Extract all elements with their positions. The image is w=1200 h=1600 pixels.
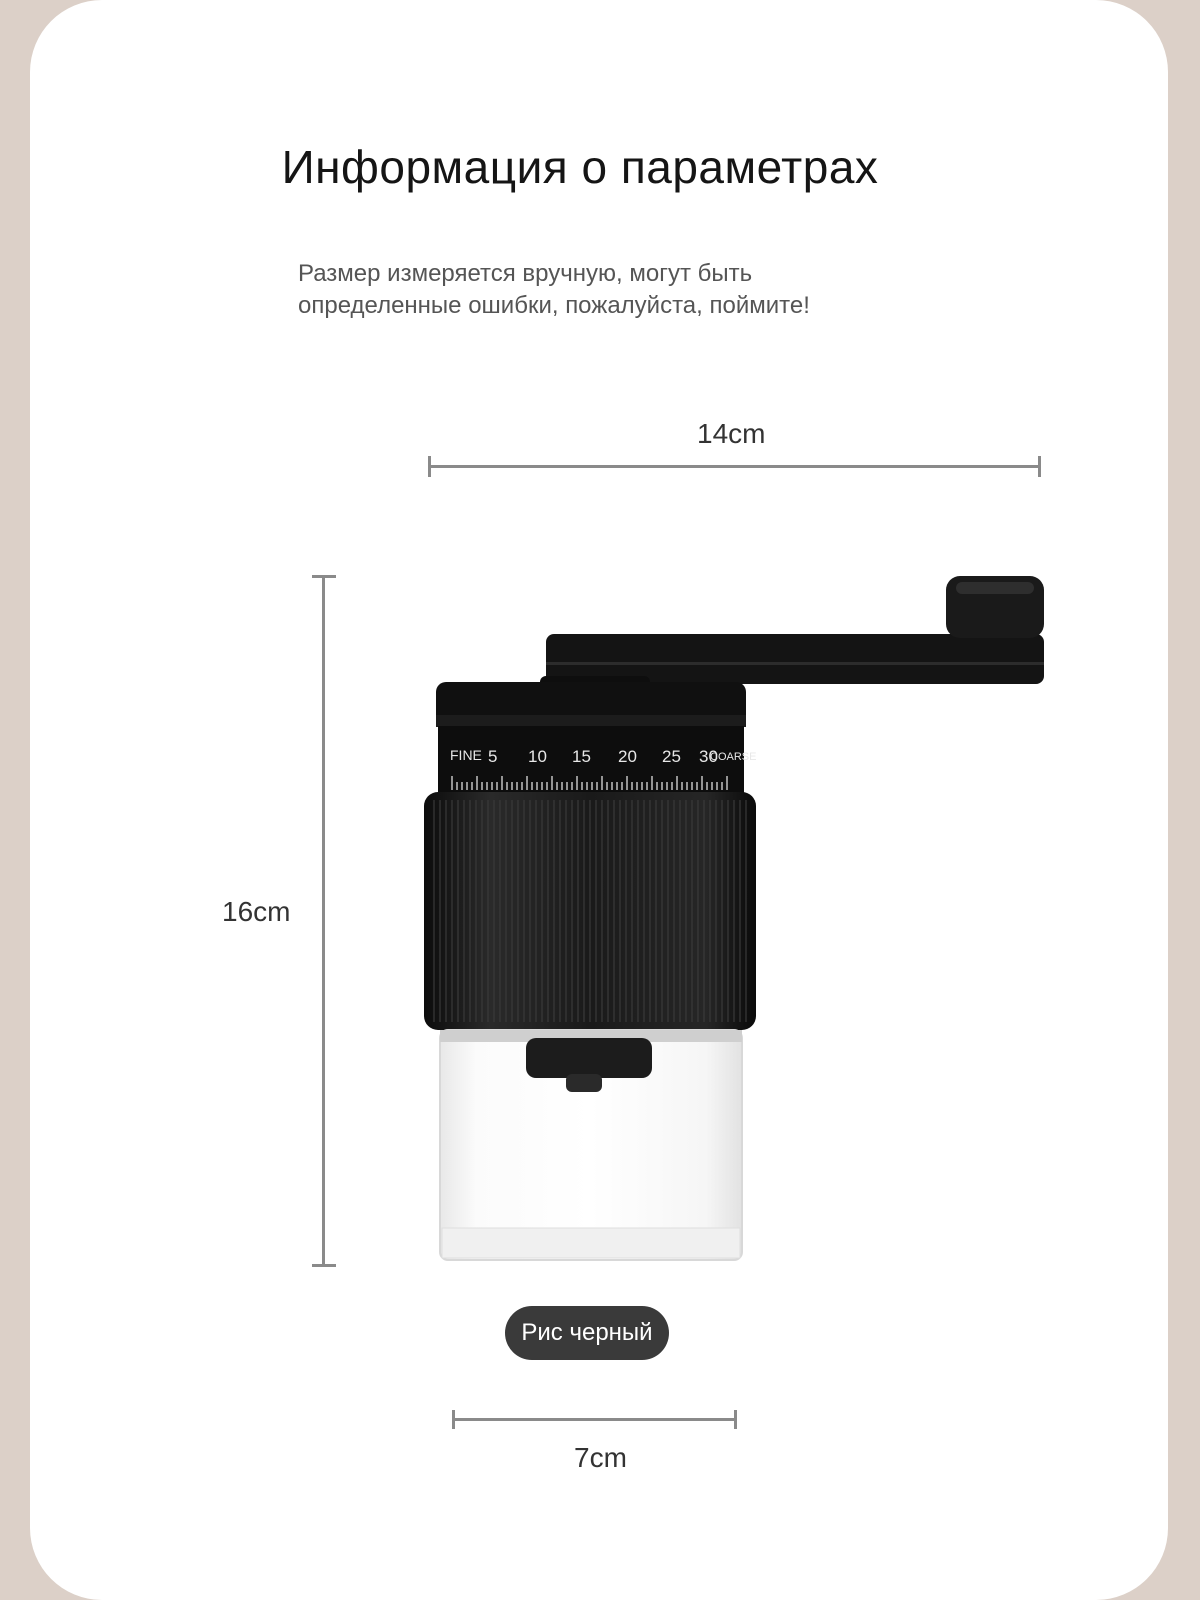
dial-number: 30 [699, 747, 718, 766]
dial-number: 25 [662, 747, 681, 766]
dial-number: 5 [488, 747, 498, 766]
subtitle-line-1: Размер измеряется вручную, могут быть [298, 260, 753, 287]
color-badge: Рис черный [505, 1306, 669, 1360]
dimension-label-14cm: 14cm [697, 418, 766, 449]
burr-nut [526, 1038, 652, 1078]
dimension-label-7cm: 7cm [574, 1442, 627, 1473]
dimension-label-16cm: 16cm [222, 896, 291, 927]
dial-number: 10 [528, 747, 547, 766]
dial-label-coarse: COARSE [710, 751, 757, 763]
dial-number: 20 [618, 747, 637, 766]
subtitle-line-2: определенные ошибки, пожалуйста, поймите! [298, 292, 810, 319]
dial-number: 15 [572, 747, 591, 766]
dial-label-fine: FINE [450, 747, 482, 763]
page-title: Информация о параметрах [281, 141, 879, 193]
